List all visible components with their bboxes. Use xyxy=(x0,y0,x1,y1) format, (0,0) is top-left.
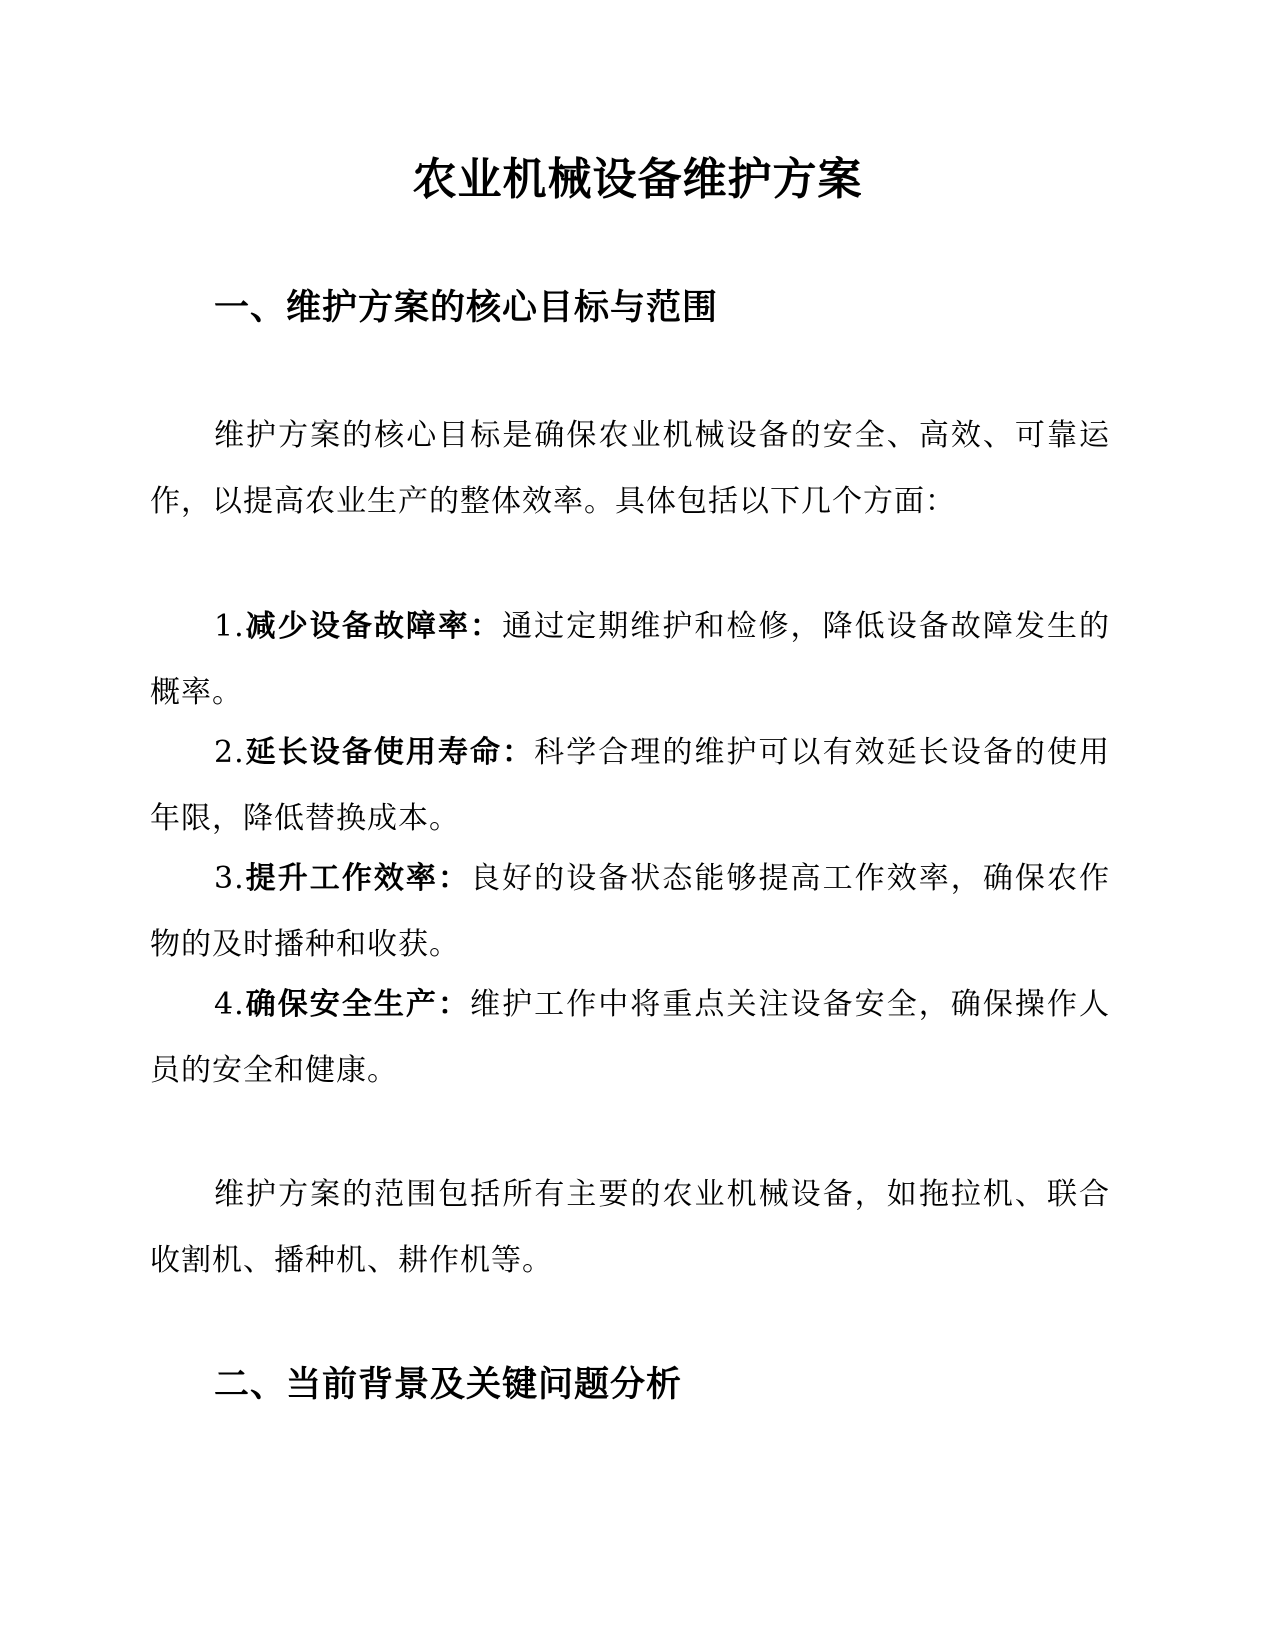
goal-title: 延长设备使用寿命： xyxy=(244,735,535,770)
goal-title: 确保安全生产： xyxy=(244,987,471,1022)
section-heading-1: 一、维护方案的核心目标与范围 xyxy=(214,288,719,328)
goal-text: 通过定期维护和检修，降低设备故障发生的概率。 xyxy=(150,609,1111,710)
goal-text: 良好的设备状态能够提高工作效率，确保农作物的及时播种和收获。 xyxy=(150,861,1111,962)
intro-paragraph: 维护方案的核心目标是确保农业机械设备的安全、高效、可靠运作，以提高农业生产的整体效率。具体包括以下几个方面： xyxy=(150,418,1110,519)
goal-item-2 xyxy=(150,720,1110,852)
goal-title: 提升工作效率： xyxy=(244,861,471,896)
goal-title: 减少设备故障率： xyxy=(244,609,503,644)
goal-item-1 xyxy=(150,594,1110,726)
goal-number: 4. xyxy=(214,987,245,1022)
document-title: 农业机械设备维护方案 xyxy=(412,154,863,205)
section-heading-2: 二、当前背景及关键问题分析 xyxy=(214,1365,683,1405)
goal-item-4 xyxy=(150,972,1110,1104)
goal-number: 2. xyxy=(214,735,245,770)
goal-number: 3. xyxy=(214,861,245,896)
goal-item-3 xyxy=(150,846,1110,978)
scope-paragraph: 维护方案的范围包括所有主要的农业机械设备，如拖拉机、联合收割机、播种机、耕作机等。 xyxy=(150,1177,1110,1278)
goal-text: 科学合理的维护可以有效延长设备的使用年限，降低替换成本。 xyxy=(150,735,1111,836)
goal-number: 1. xyxy=(214,609,245,644)
goal-text: 维护工作中将重点关注设备安全，确保操作人员的安全和健康。 xyxy=(150,987,1111,1088)
